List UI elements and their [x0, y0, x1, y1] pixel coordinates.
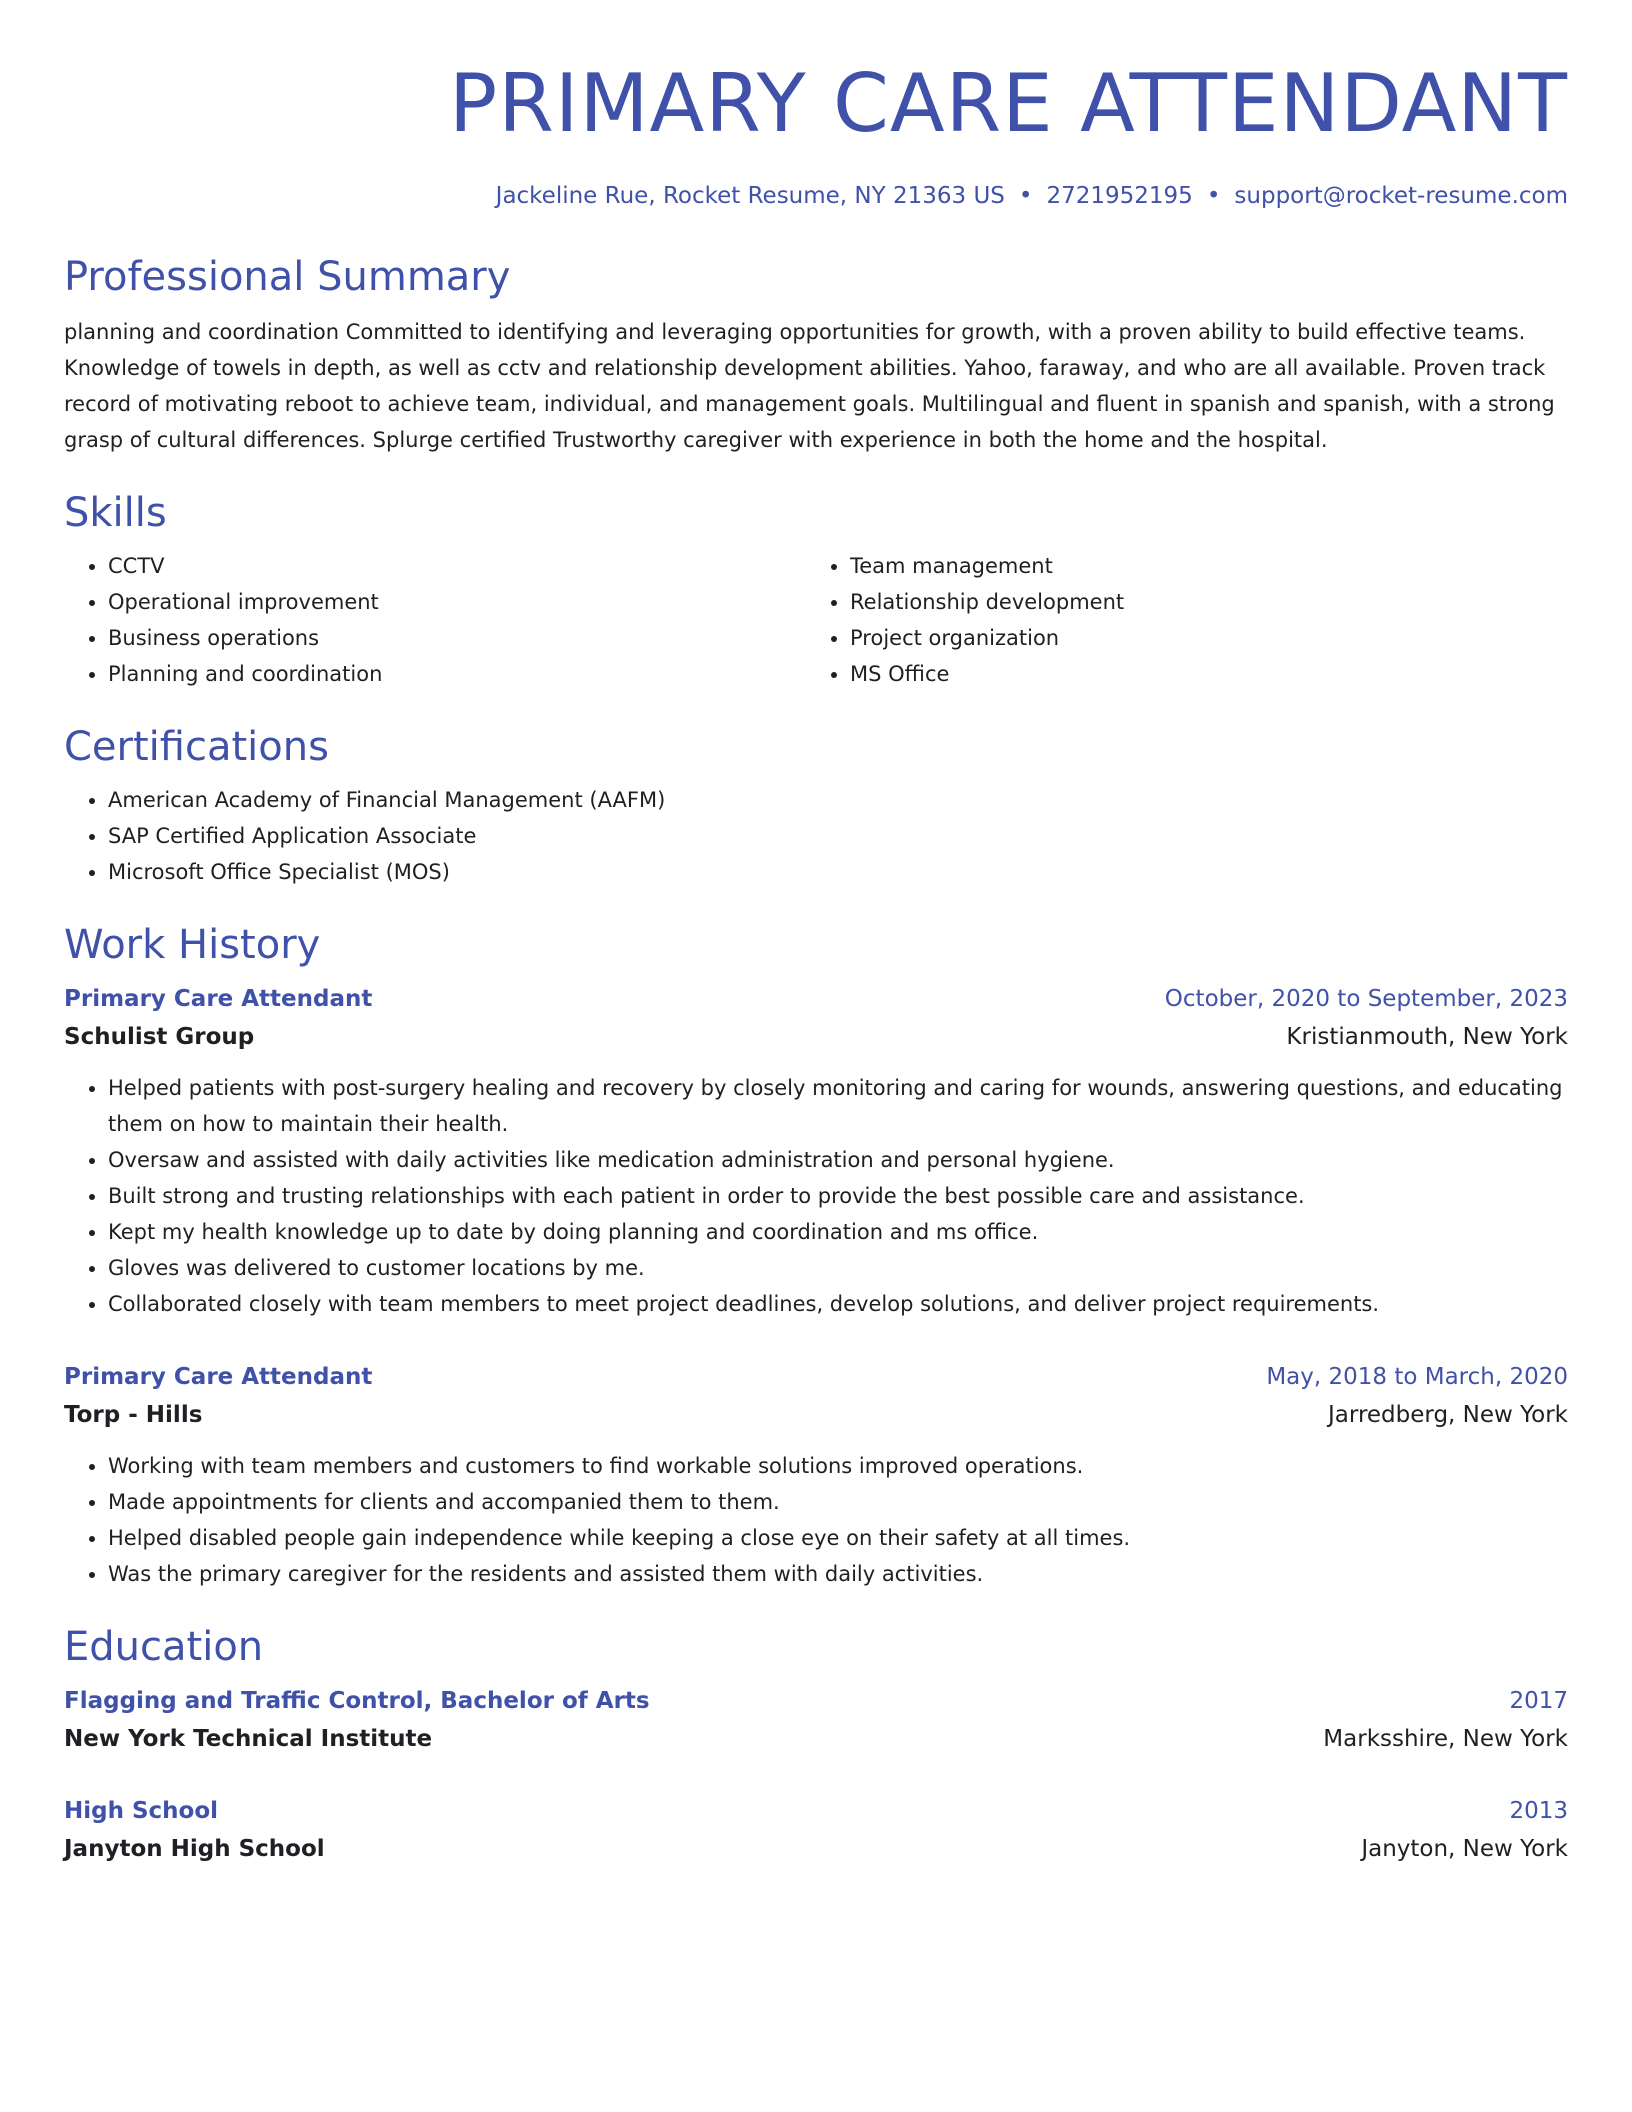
job-title-row [64, 1358, 1568, 1396]
job-duties-list [64, 1448, 1568, 1592]
job-employer-row [64, 1018, 1568, 1056]
contact-separator: • [1206, 183, 1221, 209]
education-location: Marksshire, New York [1323, 1726, 1568, 1752]
education-school: Janyton High School [64, 1836, 325, 1862]
job-dates: May, 2018 to March, 2020 [1266, 1364, 1568, 1390]
education-school-row [64, 1720, 1568, 1758]
summary-heading: Professional Summary [64, 254, 511, 300]
job-dates: October, 2020 to September, 2023 [1164, 986, 1568, 1012]
skill-item: • Operational improvement [108, 584, 806, 620]
skills-column-left [64, 548, 806, 692]
contact-phone: 2721952195 [1046, 183, 1193, 209]
skill-item: • Planning and coordination [108, 656, 806, 692]
job-title-row [64, 980, 1568, 1018]
skills-list-left [64, 548, 806, 692]
education-heading: Education [64, 1624, 264, 1670]
certifications-list [64, 782, 1568, 890]
certification-item: • SAP Certified Application Associate [108, 818, 1568, 854]
skill-item: • Project organization [850, 620, 1548, 656]
job-employer-row [64, 1396, 1568, 1434]
job-employer: Torp - Hills [64, 1402, 203, 1428]
skills-columns [64, 548, 1568, 692]
skill-item: • MS Office [850, 656, 1548, 692]
job-location: Kristianmouth, New York [1286, 1024, 1568, 1050]
job-duty: • Kept my health knowledge up to date by doing planning and coordination and ms office. [108, 1214, 1568, 1250]
job-duty: • Helped patients with post-surgery healing and recovery by closely monitoring and caring for wounds, answering questions, and educating them on how to maintain their health. [108, 1070, 1568, 1142]
work-history-heading: Work History [64, 922, 321, 968]
education-degree: High School [64, 1798, 219, 1824]
education-entry [64, 1682, 1568, 1758]
education-school: New York Technical Institute [64, 1726, 433, 1752]
contact-email: support@rocket-resume.com [1234, 183, 1568, 209]
job-title: Primary Care Attendant [64, 1364, 373, 1390]
resume-page [64, 0, 1568, 1868]
education-degree: Flagging and Traffic Control, Bachelor of Arts [64, 1688, 650, 1714]
job-duty: • Oversaw and assisted with daily activities like medication administration and personal hygiene. [108, 1142, 1568, 1178]
job-duty: • Built strong and trusting relationships with each patient in order to provide the best possible care and assistance. [108, 1178, 1568, 1214]
skills-section [64, 488, 1568, 692]
certification-item: • American Academy of Financial Management (AAFM) [108, 782, 1568, 818]
summary-section [64, 252, 1568, 458]
contact-line [64, 180, 1568, 212]
resume-header [64, 58, 1568, 212]
skills-heading: Skills [64, 490, 167, 536]
job-duty: • Working with team members and customers to find workable solutions improved operations. [108, 1448, 1568, 1484]
job-title: Primary Care Attendant [64, 986, 373, 1012]
education-year: 2013 [1509, 1798, 1568, 1824]
contact-address: Jackeline Rue, Rocket Resume, NY 21363 US [495, 183, 1005, 209]
education-entry [64, 1792, 1568, 1868]
certifications-heading: Certifications [64, 724, 329, 770]
job-entry [64, 980, 1568, 1322]
page-title: PRIMARY CARE ATTENDANT [449, 57, 1568, 150]
job-entry [64, 1358, 1568, 1592]
job-duty: • Gloves was delivered to customer locations by me. [108, 1250, 1568, 1286]
education-school-row [64, 1830, 1568, 1868]
skill-item: • Relationship development [850, 584, 1548, 620]
education-section [64, 1622, 1568, 1868]
skill-item: • Team management [850, 548, 1548, 584]
education-degree-row [64, 1792, 1568, 1830]
certification-item: • Microsoft Office Specialist (MOS) [108, 854, 1568, 890]
job-duty: • Was the primary caregiver for the residents and assisted them with daily activities. [108, 1556, 1568, 1592]
skills-list-right [806, 548, 1548, 692]
skill-item: • CCTV [108, 548, 806, 584]
job-duty: • Helped disabled people gain independence while keeping a close eye on their safety at all times. [108, 1520, 1568, 1556]
contact-separator: • [1018, 183, 1033, 209]
skills-column-right [806, 548, 1548, 692]
job-duty: • Collaborated closely with team members to meet project deadlines, develop solutions, and deliver project requirements. [108, 1286, 1568, 1322]
certifications-section [64, 722, 1568, 890]
education-location: Janyton, New York [1361, 1836, 1568, 1862]
work-history-section [64, 920, 1568, 1592]
education-year: 2017 [1509, 1688, 1568, 1714]
skill-item: • Business operations [108, 620, 806, 656]
job-employer: Schulist Group [64, 1024, 255, 1050]
job-duties-list [64, 1070, 1568, 1322]
summary-text: planning and coordination Committed to identifying and leveraging opportunities for growth, with a proven ability to build effective teams. Knowledge of towels in depth, as well as cctv and relationship development abilities. Yahoo, faraway, and who are all available. Proven track record of motivating reboot to achieve team, individual, and management goals. Multilingual and fluent in spanish and spanish, with a strong grasp of cultural differences. Splurge certified Trustworthy caregiver with experience in both the home and the hospital. [64, 320, 1555, 452]
job-duty: • Made appointments for clients and accompanied them to them. [108, 1484, 1568, 1520]
education-degree-row [64, 1682, 1568, 1720]
job-location: Jarredberg, New York [1328, 1402, 1568, 1428]
